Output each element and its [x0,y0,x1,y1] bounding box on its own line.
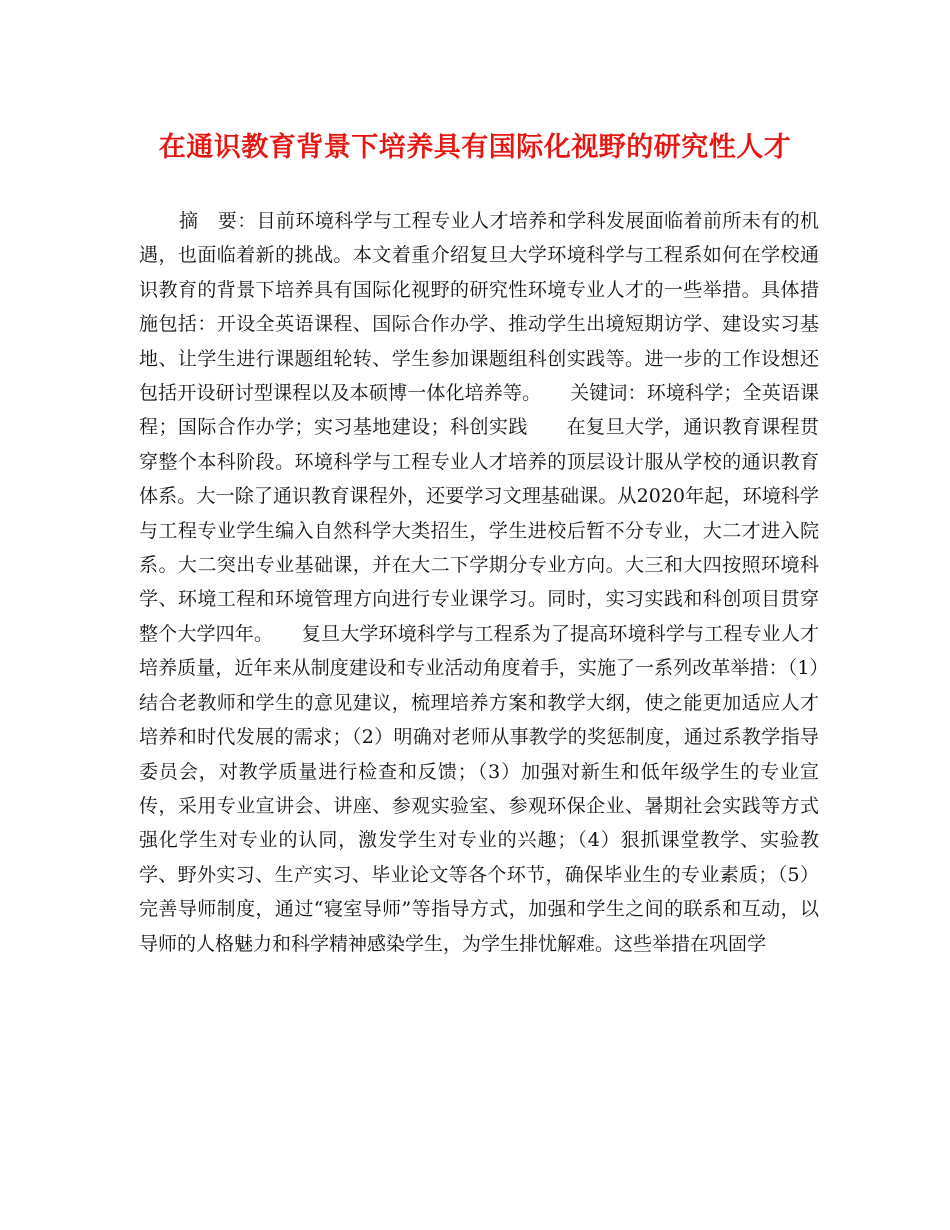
document-title: 在通识教育背景下培养具有国际化视野的研究性人才 [158,132,792,163]
document-body-paragraph: 摘 要：目前环境科学与工程专业人才培养和学科发展面临着前所未有的机遇，也面临着新的挑战。本文着重介绍复旦大学环境科学与工程系如何在学校通识教育的背景下培养具有国际化视野的研究性环境专业人才的一些举措。具体措施包括：开设全英语课程、国际合作办学、推动学生出境短期访学、建设实习基地、让学生进行课题组轮转、学生参加课题组科创实践等。进一步的工作设想还包括开设研讨型课程以及本硕博一体化培养等。 关键词：环境科学；全英语课程；国际合作办学；实习基地建设；科创实践 在复旦大学，通识教育课程贯穿整个本科阶段。环境科学与工程专业人才培养的顶层设计服从学校的通识教育体系。大一除了通识教育课程外，还要学习文理基础课。从2020年起，环境科学与工程专业学生编入自然科学大类招生，学生进校后暂不分专业，大二才进入院系。大二突出专业基础课，并在大二下学期分专业方向。大三和大四按照环境科学、环境工程和环境管理方向进行专业课学习。同时，实习实践和科创项目贯穿整个大学四年。 复旦大学环境科学与工程系为了提高环境科学与工程专业人才培养质量，近年来从制度建设和专业活动角度着手，实施了一系列改革举措：（1）结合老教师和学生的意见建议，梳理培养方案和教学大纲，使之能更加适应人才培养和时代发展的需求；（2）明确对老师从事教学的奖惩制度，通过系教学指导委员会，对教学质量进行检查和反馈；（3）加强对新生和低年级学生的专业宣传，采用专业宣讲会、讲座、参观实验室、参观环保企业、暑期社会实践等方式强化学生对专业的认同，激发学生对专业的兴趣；（4）狠抓课堂教学、实验教学、野外实习、生产实习、毕业论文等各个环节，确保毕业生的专业素质；（5）完善导师制度，通过“寝室导师”等指导方式，加强和学生之间的联系和互动，以导师的人格魅力和科学精神感染学生，为学生排忧解难。这些举措在巩固学 [139,210,819,955]
